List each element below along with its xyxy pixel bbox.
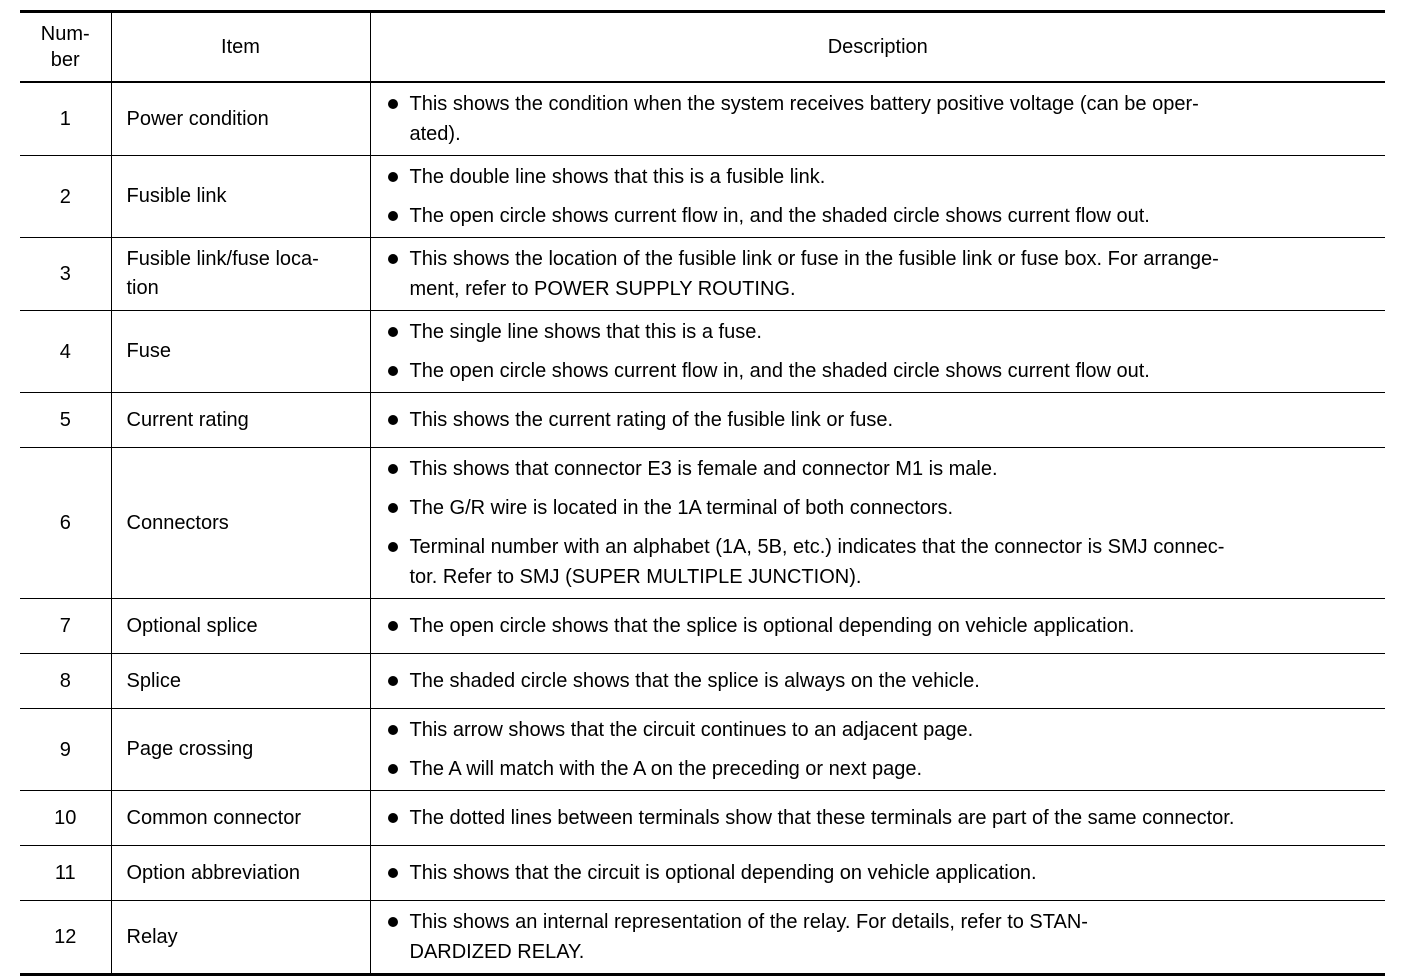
row-number: 6: [20, 448, 111, 599]
bullet-dot-icon: [388, 503, 398, 513]
table-row: [20, 82, 1385, 156]
bullet-dot-icon: [388, 868, 398, 878]
table-row: [20, 448, 1385, 599]
row-item: Common connector: [111, 791, 370, 846]
row-description: [370, 791, 1385, 846]
header-description: Description: [370, 12, 1385, 83]
row-description: [370, 846, 1385, 901]
table-row: [20, 311, 1385, 393]
row-number: 9: [20, 709, 111, 791]
bullet-list: [385, 244, 1382, 304]
table-body: [20, 82, 1385, 975]
bullet-dot-icon: [388, 917, 398, 927]
bullet-text: The shaded circle shows that the splice is always on the vehicle.: [409, 670, 980, 692]
row-item: Splice: [111, 654, 370, 709]
row-item: Relay: [111, 901, 370, 975]
row-description: [370, 709, 1385, 791]
bullet-item: [385, 611, 1382, 641]
row-description: [370, 599, 1385, 654]
table-row: [20, 846, 1385, 901]
bullet-text: This shows that connector E3 is female and connector M1 is male.: [409, 458, 998, 480]
bullet-dot-icon: [388, 464, 398, 474]
bullet-dot-icon: [388, 764, 398, 774]
row-item: Page crossing: [111, 709, 370, 791]
row-number: 10: [20, 791, 111, 846]
table-row: [20, 156, 1385, 238]
bullet-text: The open circle shows current flow in, and the shaded circle shows current flow out.: [409, 360, 1150, 382]
bullet-item: [385, 715, 1382, 745]
bullet-text: This shows the current rating of the fusible link or fuse.: [409, 409, 894, 431]
bullet-dot-icon: [388, 254, 398, 264]
row-number: 8: [20, 654, 111, 709]
bullet-item: [385, 803, 1382, 833]
description-table-container: [20, 10, 1385, 976]
bullet-item: [385, 405, 1382, 435]
row-item: Fusible link: [111, 156, 370, 238]
bullet-dot-icon: [388, 676, 398, 686]
bullet-list: [385, 317, 1382, 386]
bullet-text: The G/R wire is located in the 1A terminal of both connectors.: [409, 497, 954, 519]
bullet-text: Terminal number with an alphabet (1A, 5B, etc.) indicates that the connector is SMJ connec- tor. Refer to SMJ (SUPER MULTIPLE JUNCTION).: [409, 536, 1225, 588]
bullet-item: [385, 162, 1382, 192]
bullet-list: [385, 405, 1382, 435]
bullet-text: The open circle shows that the splice is optional depending on vehicle application.: [409, 615, 1135, 637]
header-item: Item: [111, 12, 370, 83]
table-row: [20, 791, 1385, 846]
bullet-text: This shows the location of the fusible link or fuse in the fusible link or fuse box. For arrange- ment, refer to POWER SUPPLY ROUTING.: [409, 248, 1219, 300]
bullet-text: The single line shows that this is a fuse.: [409, 321, 762, 343]
row-description: [370, 156, 1385, 238]
row-number: 11: [20, 846, 111, 901]
bullet-item: [385, 454, 1382, 484]
bullet-item: [385, 493, 1382, 523]
bullet-dot-icon: [388, 813, 398, 823]
row-number: 4: [20, 311, 111, 393]
row-item: Current rating: [111, 393, 370, 448]
row-description: [370, 901, 1385, 975]
row-number: 7: [20, 599, 111, 654]
table-row: [20, 393, 1385, 448]
table-row: [20, 709, 1385, 791]
bullet-list: [385, 162, 1382, 231]
bullet-list: [385, 611, 1382, 641]
bullet-dot-icon: [388, 366, 398, 376]
description-table: [20, 10, 1385, 976]
bullet-text: The double line shows that this is a fusible link.: [409, 166, 826, 188]
row-number: 2: [20, 156, 111, 238]
bullet-item: [385, 532, 1382, 592]
bullet-list: [385, 454, 1382, 592]
bullet-list: [385, 715, 1382, 784]
bullet-item: [385, 754, 1382, 784]
bullet-dot-icon: [388, 327, 398, 337]
bullet-list: [385, 89, 1382, 149]
bullet-dot-icon: [388, 99, 398, 109]
table-row: [20, 654, 1385, 709]
bullet-dot-icon: [388, 211, 398, 221]
bullet-text: This arrow shows that the circuit continues to an adjacent page.: [409, 719, 974, 741]
bullet-item: [385, 201, 1382, 231]
bullet-list: [385, 907, 1382, 967]
row-number: 12: [20, 901, 111, 975]
bullet-list: [385, 666, 1382, 696]
row-number: 5: [20, 393, 111, 448]
table-row: [20, 901, 1385, 975]
bullet-text: The dotted lines between terminals show that these terminals are part of the same connector.: [409, 807, 1235, 829]
row-description: [370, 393, 1385, 448]
bullet-dot-icon: [388, 172, 398, 182]
bullet-text: This shows the condition when the system receives battery positive voltage (can be oper- ated).: [409, 93, 1199, 145]
bullet-dot-icon: [388, 621, 398, 631]
bullet-dot-icon: [388, 725, 398, 735]
bullet-item: [385, 666, 1382, 696]
bullet-text: The open circle shows current flow in, and the shaded circle shows current flow out.: [409, 205, 1150, 227]
bullet-dot-icon: [388, 415, 398, 425]
table-header-row: [20, 12, 1385, 83]
bullet-text: This shows an internal representation of the relay. For details, refer to STAN- DARDIZED RELAY.: [409, 911, 1088, 963]
bullet-item: [385, 317, 1382, 347]
row-description: [370, 82, 1385, 156]
bullet-list: [385, 803, 1382, 833]
row-description: [370, 311, 1385, 393]
bullet-item: [385, 356, 1382, 386]
bullet-text: This shows that the circuit is optional depending on vehicle application.: [409, 862, 1037, 884]
row-description: [370, 448, 1385, 599]
table-row: [20, 599, 1385, 654]
bullet-item: [385, 89, 1382, 149]
bullet-item: [385, 858, 1382, 888]
row-item: Fusible link/fuse loca- tion: [111, 238, 370, 311]
row-description: [370, 654, 1385, 709]
row-item: Connectors: [111, 448, 370, 599]
row-number: 1: [20, 82, 111, 156]
row-number: 3: [20, 238, 111, 311]
bullet-dot-icon: [388, 542, 398, 552]
row-item: Option abbreviation: [111, 846, 370, 901]
table-row: [20, 238, 1385, 311]
bullet-item: [385, 244, 1382, 304]
bullet-text: The A will match with the A on the preceding or next page.: [409, 758, 923, 780]
row-item: Optional splice: [111, 599, 370, 654]
bullet-list: [385, 858, 1382, 888]
row-description: [370, 238, 1385, 311]
row-item: Power condition: [111, 82, 370, 156]
row-item: Fuse: [111, 311, 370, 393]
bullet-item: [385, 907, 1382, 967]
header-number: Num- ber: [20, 12, 111, 83]
